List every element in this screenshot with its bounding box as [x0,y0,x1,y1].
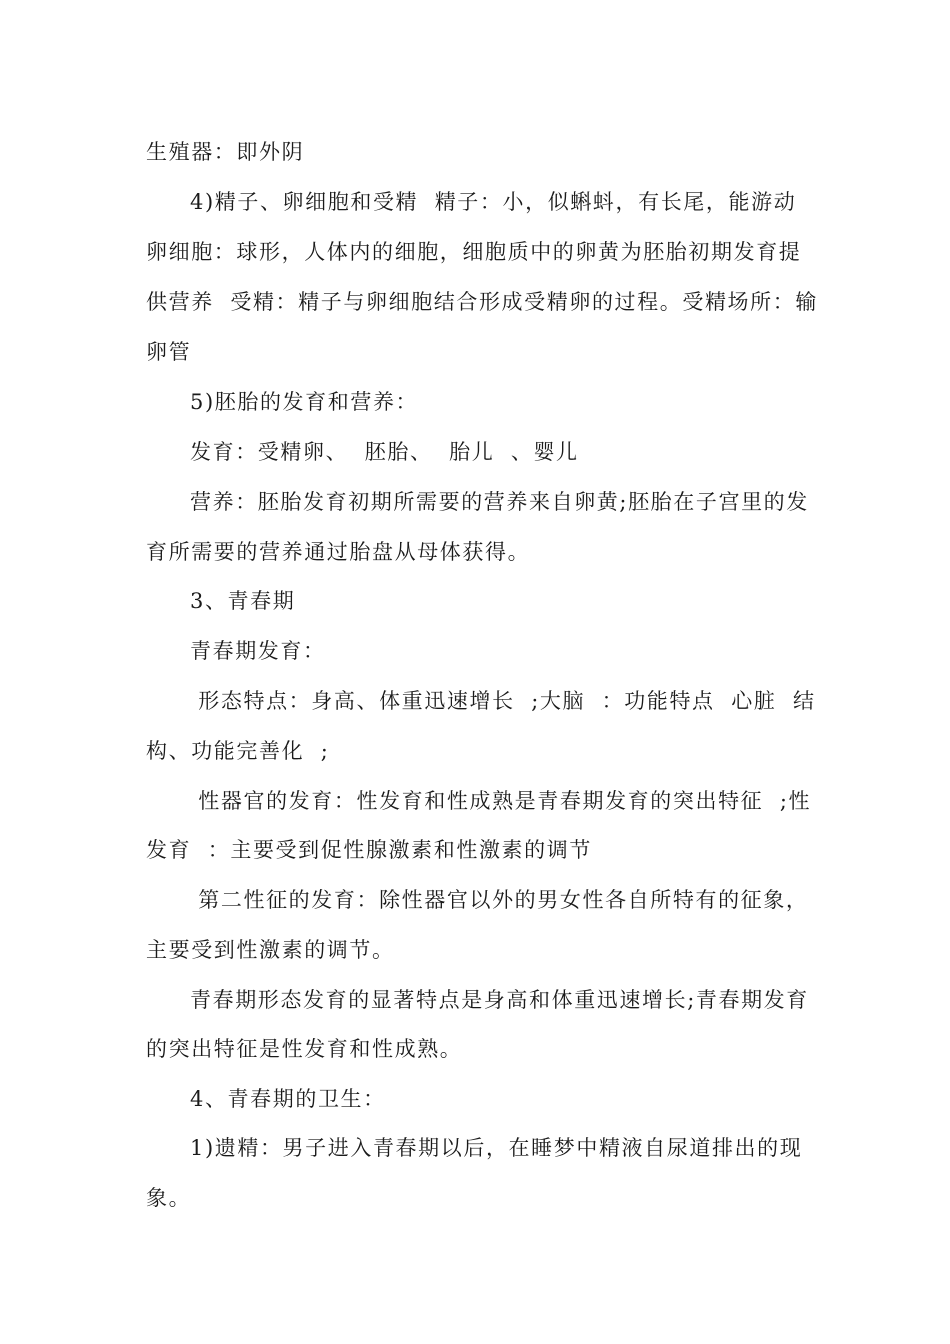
text-line: 供营养 受精：精子与卵细胞结合形成受精卵的过程。受精场所：输 [146,290,818,314]
text-line: 青春期发育： [190,639,326,663]
text-line: 育所需要的营养通过胎盘从母体获得。 [146,540,531,564]
text-line: 青春期形态发育的显著特点是身高和体重迅速增长;青春期发育 [190,988,809,1012]
text-line: 4、青春期的卫生： [190,1087,386,1111]
text-line: 发育：受精卵、 胚胎、 胎儿 、婴儿 [190,440,579,464]
text-line: 4)精子、卵细胞和受精 精子：小，似蝌蚪，有长尾，能游动 [190,190,797,214]
text-line: 卵细胞：球形，人体内的细胞，细胞质中的卵黄为胚胎初期发育提 [146,240,802,264]
text-line: 的突出特征是性发育和性成熟。 [146,1037,463,1061]
text-line: 构、功能完善化 ; [146,739,330,763]
text-line: 营养：胚胎发育初期所需要的营养来自卵黄;胚胎在子宫里的发 [190,490,809,514]
text-line: 主要受到性激素的调节。 [146,938,395,962]
text-line: 5)胚胎的发育和营养： [190,390,419,414]
text-line: 形态特点：身高、体重迅速增长 ;大脑 ：功能特点 心脏 结 [190,689,816,713]
text-line: 生殖器：即外阴 [146,140,305,164]
text-line: 1)遗精：男子进入青春期以后，在睡梦中精液自尿道排出的现 [190,1136,803,1160]
text-line: 3、青春期 [190,589,296,613]
text-line: 卵管 [146,340,192,364]
text-line: 第二性征的发育：除性器官以外的男女性各自所特有的征象， [190,888,809,912]
text-line: 发育 ：主要受到促性腺激素和性激素的调节 [146,838,592,862]
text-line: 性器官的发育：性发育和性成熟是青春期发育的突出特征 ;性 [190,789,812,813]
text-line: 象。 [146,1186,192,1210]
